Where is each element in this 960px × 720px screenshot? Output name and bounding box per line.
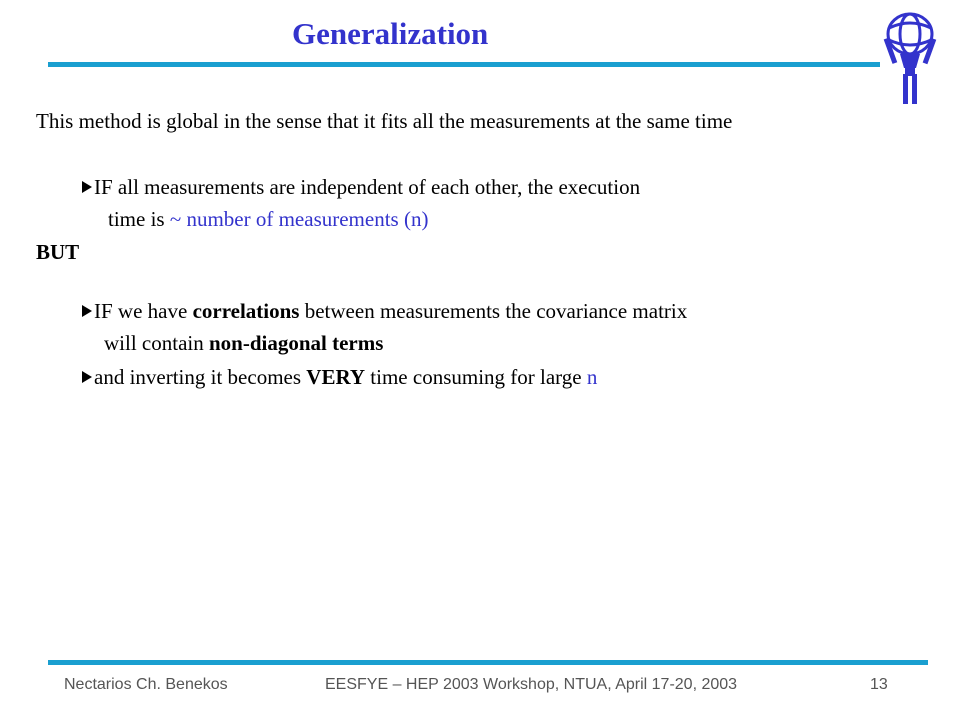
slide-title: Generalization — [292, 16, 489, 51]
bullet-arrow-icon — [82, 181, 92, 193]
footer-page-number: 13 — [870, 676, 888, 693]
bullet-arrow-icon — [82, 305, 92, 317]
bullet-2-continuation — [104, 330, 383, 356]
but-label: BUT — [36, 240, 80, 264]
bullet-3 — [82, 364, 597, 390]
intro-text: This method is global in the sense that it fits all the measurements at the same time — [36, 109, 733, 133]
title-divider — [48, 62, 880, 67]
bullet-1-continuation — [108, 206, 428, 232]
bullet-arrow-icon — [82, 371, 92, 383]
atlas-logo-icon — [878, 8, 942, 106]
bullet-2-line-2-text: will contain — [104, 331, 209, 355]
footer-author: Nectarios Ch. Benekos — [64, 676, 228, 693]
bullet-3-text-c: time consuming for large — [365, 365, 587, 389]
bullet-1 — [82, 174, 640, 200]
bullet-2-bold-correlations: correlations — [192, 299, 300, 323]
bullet-1-line-2-text: time is — [108, 207, 170, 231]
footer-event: EESFYE – HEP 2003 Workshop, NTUA, April 17-20, 2003 — [325, 676, 738, 693]
bullet-1-line-1: IF all measurements are independent of each other, the execution — [94, 175, 641, 199]
bullet-3-bold-very: VERY — [306, 365, 366, 389]
bullet-1-highlight: ~ number of measurements (n) — [169, 207, 429, 231]
footer-divider — [48, 660, 928, 665]
bullet-2-bold-terms: non-diagonal terms — [208, 331, 384, 355]
bullet-3-highlight-n: n — [586, 365, 598, 389]
bullet-3-text-a: and inverting it becomes — [94, 365, 307, 389]
bullet-2 — [82, 298, 687, 324]
bullet-2-text-a: IF we have — [94, 299, 193, 323]
bullet-2-text-c: between measurements the covariance matrix — [299, 299, 688, 323]
